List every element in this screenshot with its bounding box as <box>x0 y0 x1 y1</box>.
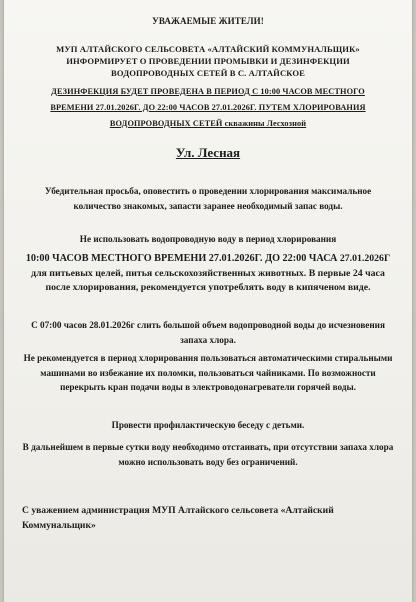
paragraph-notify: Убедительная просьба, оповестить о проведении хлорирования максимальное количество знакомых, запасти заранее необходимый запас воды. <box>44 186 372 211</box>
org-line-1: МУП АЛТАЙСКОГО СЕЛЬСОВЕТА «АЛТАЙСКИЙ КОММУНАЛЬЩИК» <box>56 44 360 54</box>
paragraph-flush: С 07:00 часов 28.01.2026г слить большой объем водопроводной воды до исчезновения запаха хлора. <box>31 320 385 345</box>
greeting-heading: УВАЖАЕМЫЕ ЖИТЕЛИ! <box>152 16 264 26</box>
paragraph-period <box>18 252 398 296</box>
org-line-3: ВОДОПРОВОДНЫХ СЕТЕЙ В С. АЛТАЙСКОЕ <box>111 68 305 78</box>
notice-sheet <box>4 0 412 602</box>
paragraph-later: В дальнейшем в первые сутки воду необходимо отстаивать, при отсутствии запаха хлора можно использовать воду без ограничений. <box>22 442 394 467</box>
period-line-1: ДЕЗИНФЕКЦИЯ БУДЕТ ПРОВЕДЕНА В ПЕРИОД С 10:00 ЧАСОВ МЕСТНОГО <box>51 87 365 96</box>
period-lead: 10:00 ЧАСОВ МЕСТНОГО ВРЕМЕНИ 27.01.2026Г. ДО 22:00 ЧАСА <box>25 253 338 264</box>
paragraph-children: Провести профилактическую беседу с детьми. <box>111 420 305 430</box>
street-title: Ул. Лесная <box>175 145 241 160</box>
org-line-2: ИНФОРМИРУЕТ О ПРОВЕДЕНИИ ПРОМЫВКИ И ДЕЗИНФЕКЦИИ <box>66 56 350 66</box>
paragraph-no-use: Не использовать водопроводную воду в период хлорирования <box>79 234 337 244</box>
paragraph-recommend: Не рекомендуется в период хлорирования пользоваться автоматическими стиральными машинами во избежание их поломки, пользоваться чайниками. По возможности перекрыть кран подачи воды в электроводонагреватели горячей воды. <box>23 353 393 392</box>
period-line-3: ВОДОПРОВОДНЫХ СЕТЕЙ скважины Лесхозной <box>109 119 307 128</box>
signature: С уважением администрация МУП Алтайского сельсовета «Алтайский Коммунальщик» <box>22 505 334 531</box>
period-rest: 27.01.2026Г для питьевых целей, питья сельскохозяйственных животных. В первые 24 часа после хлорирования, рекомендуется употреблять воду в кипяченом виде. <box>31 253 391 293</box>
period-line-2: ВРЕМЕНИ 27.01.2026Г. ДО 22:00 ЧАСОВ 27.01.2026Г. ПУТЕМ ХЛОРИРОВАНИЯ <box>50 103 366 112</box>
